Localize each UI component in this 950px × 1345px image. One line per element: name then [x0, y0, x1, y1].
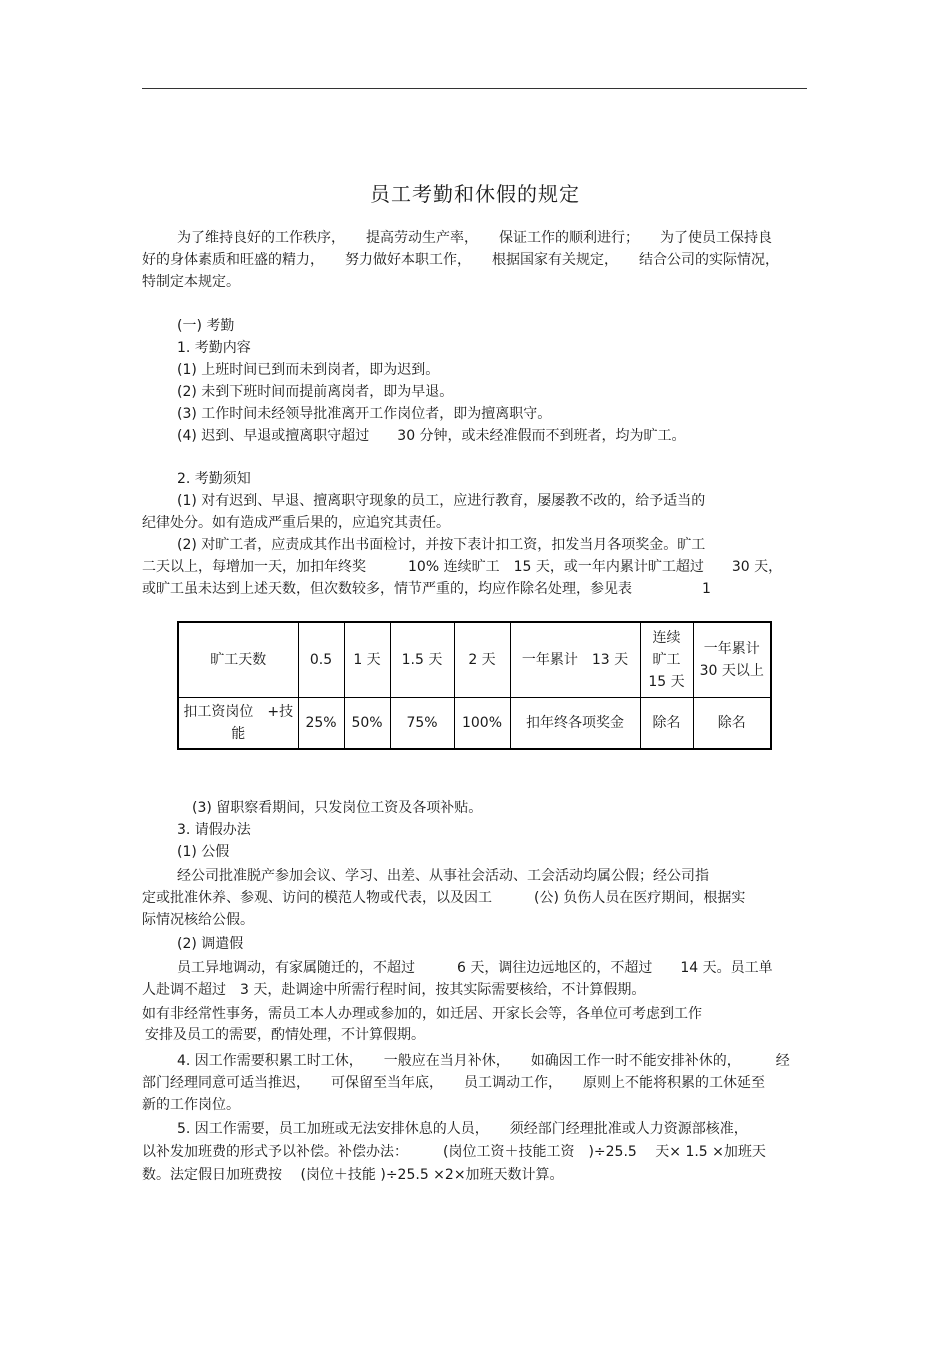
after-line-6: 际情况核给公假。 — [142, 912, 254, 928]
after-line-5: 定或批准休养、参观、访问的模范人物或代表，以及因工 (公) 负伤人员在医疗期间，根据实 — [142, 890, 746, 906]
item1-line-1: (1) 上班时间已到而未到岗者，即为迟到。 — [177, 362, 440, 378]
table-cell: 25% — [298, 698, 344, 750]
table-cell: 100% — [454, 698, 510, 750]
table-cell: 75% — [390, 698, 454, 750]
table-cell: 一年累计 13 天 — [510, 622, 640, 698]
item2-heading: 2. 考勤须知 — [177, 471, 251, 487]
intro-line-1: 为了维持良好的工作秩序， 提高劳动生产率， 保证工作的顺利进行； 为了使员工保持良 — [177, 230, 772, 246]
after-line-4: 经公司批准脱产参加会议、学习、出差、从事社会活动、工会活动均属公假；经公司指 — [177, 868, 709, 884]
table-cell: 除名 — [693, 698, 771, 750]
after-line-9: 人赴调不超过 3 天，赴调途中所需行程时间，按其实际需要核给，不计算假期。 — [142, 982, 646, 998]
after-line-1: (3) 留职察看期间，只发岗位工资及各项补贴。 — [192, 800, 483, 816]
after-line-2: 3. 请假办法 — [177, 822, 251, 838]
after-line-10: 如有非经常性事务，需员工本人办理或参加的，如迁居、开家长会等，各单位可考虑到工作 — [142, 1006, 702, 1022]
item1-line-4: (4) 迟到、早退或擅离职守超过 30 分钟，或未经准假而不到班者，均为旷工。 — [177, 428, 686, 444]
table-cell: 除名 — [640, 698, 693, 750]
item2-line-2: 纪律处分。如有造成严重后果的，应追究其责任。 — [142, 515, 450, 531]
item2-line-5: 或旷工虽未达到上述天数，但次数较多，情节严重的，均应作除名处理，参见表 1 — [142, 581, 711, 597]
table-cell: 旷工天数 — [178, 622, 298, 698]
after-line-7: (2) 调遣假 — [177, 936, 244, 952]
item1-line-2: (2) 未到下班时间而提前离岗者，即为早退。 — [177, 384, 454, 400]
table-cell: 1 天 — [344, 622, 390, 698]
table-cell: 一年累计 30 天以上 — [693, 622, 771, 698]
table-cell: 扣工资岗位 +技能 — [178, 698, 298, 750]
item2-line-1: (1) 对有迟到、早退、擅离职守现象的员工，应进行教育，屡屡教不改的，给予适当的 — [177, 493, 706, 509]
intro-line-2: 好的身体素质和旺盛的精力， 努力做好本职工作， 根据国家有关规定， 结合公司的实际情况， — [142, 252, 779, 268]
deduction-table — [177, 621, 772, 750]
table-cell: 2 天 — [454, 622, 510, 698]
after-line-14: 新的工作岗位。 — [142, 1097, 240, 1113]
after-line-16: 以补发加班费的形式予以补偿。补偿办法： (岗位工资＋技能工资 )÷25.5 天× 1.5 ×加班天 — [142, 1144, 766, 1160]
table-row — [178, 698, 771, 750]
table-cell: 扣年终各项奖金 — [510, 698, 640, 750]
after-line-13: 部门经理同意可适当推迟， 可保留至当年底， 员工调动工作， 原则上不能将积累的工休延至 — [142, 1075, 765, 1091]
after-line-17: 数。法定假日加班费按 (岗位＋技能 )÷25.5 ×2×加班天数计算。 — [142, 1167, 564, 1183]
after-line-3: (1) 公假 — [177, 844, 230, 860]
section-heading-attendance: (一) 考勤 — [177, 318, 235, 334]
table-row — [178, 622, 771, 698]
table-cell: 连续旷工 15 天 — [640, 622, 693, 698]
item1-heading: 1. 考勤内容 — [177, 340, 251, 356]
table-cell: 50% — [344, 698, 390, 750]
after-line-11: 安排及员工的需要，酌情处理，不计算假期。 — [145, 1027, 425, 1043]
after-line-12: 4. 因工作需要积累工时工休， 一般应在当月补休， 如确因工作一时不能安排补休的， 经 — [177, 1053, 790, 1069]
item2-line-3: (2) 对旷工者，应责成其作出书面检讨，并按下表计扣工资，扣发当月各项奖金。旷工 — [177, 537, 706, 553]
table-cell: 1.5 天 — [390, 622, 454, 698]
document-title: 员工考勤和休假的规定 — [370, 182, 580, 206]
intro-line-3: 特制定本规定。 — [142, 274, 240, 290]
after-line-8: 员工异地调动，有家属随迁的，不超过 6 天，调往边远地区的，不超过 14 天。员工单 — [177, 960, 773, 976]
header-rule — [142, 88, 807, 89]
after-line-15: 5. 因工作需要，员工加班或无法安排休息的人员， 须经部门经理批准或人力资源部核准， — [177, 1121, 748, 1137]
item2-line-4: 二天以上，每增加一天，加扣年终奖 10% 连续旷工 15 天，或一年内累计旷工超过 30 天， — [142, 559, 783, 575]
table-cell: 0.5 — [298, 622, 344, 698]
item1-line-3: (3) 工作时间未经领导批准离开工作岗位者，即为擅离职守。 — [177, 406, 552, 422]
